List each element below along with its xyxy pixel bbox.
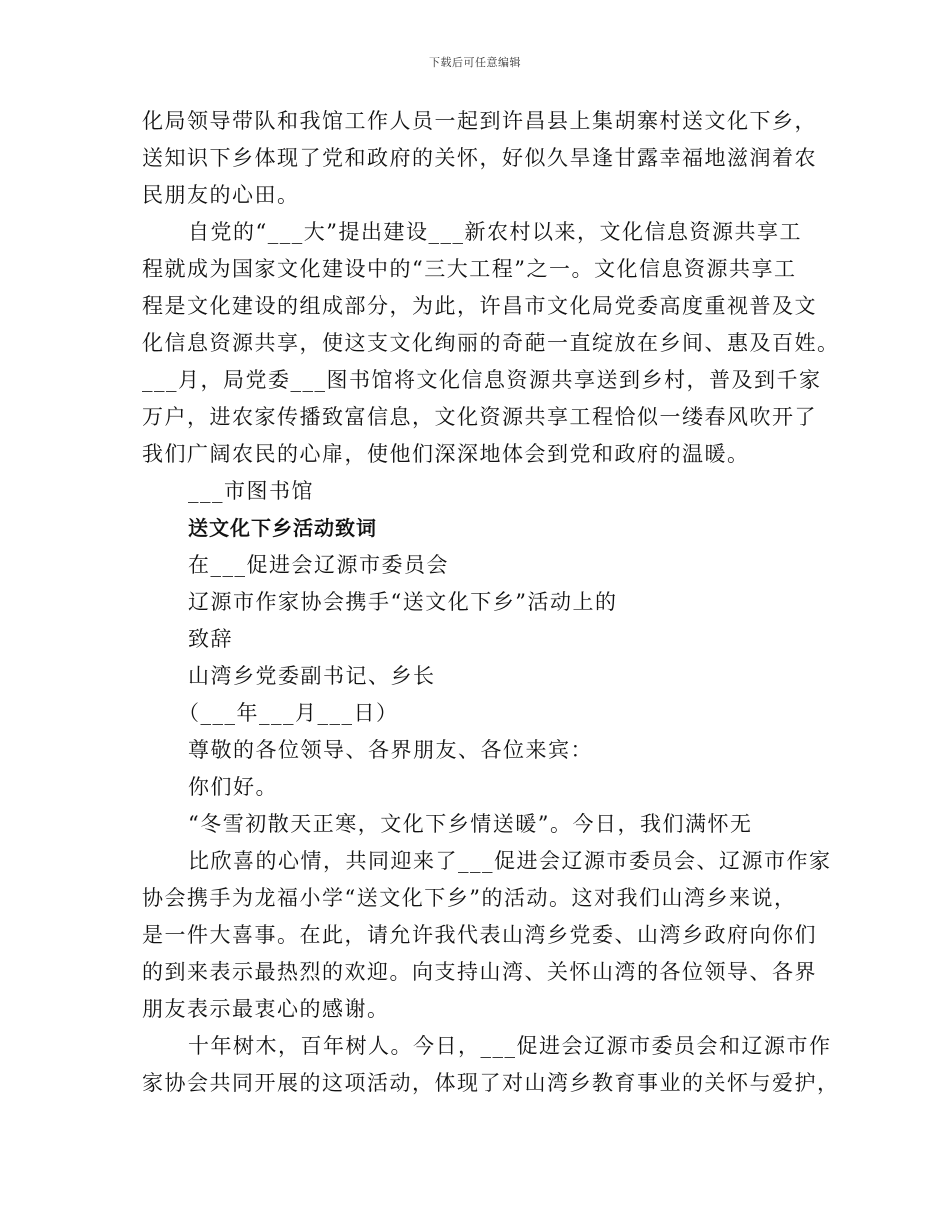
paragraph-line: 万户，进农家传播致富信息，文化资源共享工程恰似一缕春风吹开了 xyxy=(142,405,817,429)
subtitle-line: 致辞 xyxy=(188,627,233,651)
paragraph-line: 十年树木，百年树人。今日，___促进会辽源市委员会和辽源市作 xyxy=(188,1034,832,1058)
paragraph-line: 自党的“___大”提出建设___新农村以来，文化信息资源共享工 xyxy=(188,220,802,244)
paragraph-line: 化信息资源共享，使这支文化绚丽的奇葩一直绽放在乡间、惠及百姓。 xyxy=(142,331,840,355)
paragraph-line: 协会携手为龙福小学“送文化下乡”的活动。这对我们山湾乡来说， xyxy=(142,886,797,910)
paragraph-line: 程就成为国家文化建设中的“三大工程”之一。文化信息资源共享工 xyxy=(142,257,797,281)
subtitle-line: 辽源市作家协会携手“送文化下乡”活动上的 xyxy=(188,590,618,614)
document-body xyxy=(142,103,840,1102)
paragraph-line: 程是文化建设的组成部分，为此，许昌市文化局党委高度重视普及文 xyxy=(142,294,817,318)
signature-line: ___市图书馆 xyxy=(188,479,314,503)
paragraph-line: “冬雪初散天正寒，文化下乡情送暖”。今日，我们满怀无 xyxy=(188,812,753,836)
paragraph-line: ___月，局党委___图书馆将文化信息资源共享送到乡村，普及到千家 xyxy=(142,368,822,392)
salutation-line: 尊敬的各位领导、各界朋友、各位来宾： xyxy=(188,738,593,762)
greeting-line: 你们好。 xyxy=(188,775,278,799)
paragraph-line: 家协会共同开展的这项活动，体现了对山湾乡教育事业的关怀与爱护， xyxy=(142,1071,840,1095)
paragraph-line: 比欣喜的心情，共同迎来了___促进会辽源市委员会、辽源市作家 xyxy=(188,849,832,873)
subtitle-line: 在___促进会辽源市委员会 xyxy=(188,553,449,577)
date-line: （___年___月___日） xyxy=(178,701,399,725)
paragraph-line: 的到来表示最热烈的欢迎。向支持山湾、关怀山湾的各位领导、各界 xyxy=(142,960,817,984)
paragraph-line: 朋友表示最衷心的感谢。 xyxy=(142,997,390,1021)
paragraph-line: 是一件大喜事。在此，请允许我代表山湾乡党委、山湾乡政府向你们 xyxy=(142,923,817,947)
paragraph-line: 送知识下乡体现了党和政府的关怀，好似久旱逢甘露幸福地滋润着农 xyxy=(142,146,817,170)
paragraph-line: 民朋友的心田。 xyxy=(142,183,300,207)
paragraph-line: 化局领导带队和我馆工作人员一起到许昌县上集胡寨村送文化下乡， xyxy=(142,109,817,133)
paragraph-line: 我们广阔农民的心扉，使他们深深地体会到党和政府的温暖。 xyxy=(142,442,750,466)
page-header: 下载后可任意编辑 xyxy=(429,56,521,69)
speaker-line: 山湾乡党委副书记、乡长 xyxy=(188,664,436,688)
section-title: 送文化下乡活动致词 xyxy=(188,516,377,540)
